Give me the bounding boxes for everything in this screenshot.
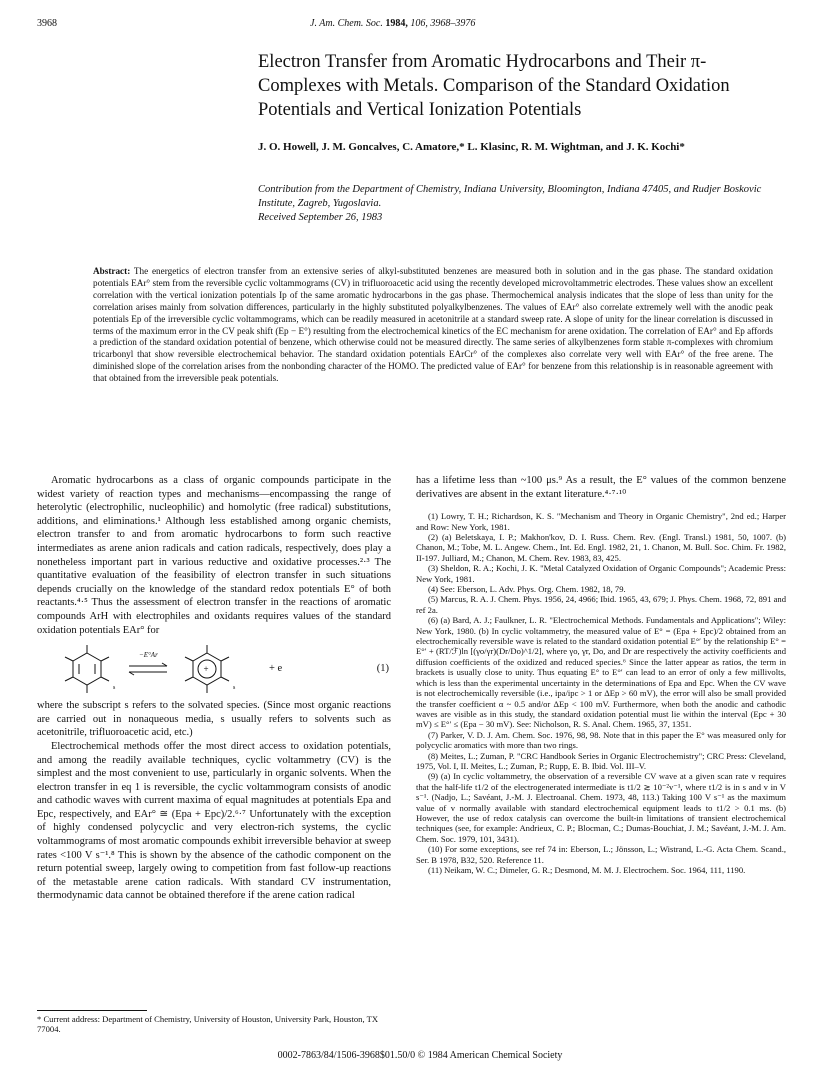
arene-oxidation-scheme [37, 643, 391, 695]
journal-name: J. Am. Chem. Soc. [310, 18, 383, 29]
reference-item: (10) For some exceptions, see ref 74 in: Eberson, L.; Jönsson, L.; Wistrand, L.-G. Acta Chem. Scand., Ser. B 1978, B32, 520. Reference 11. [416, 844, 786, 865]
footnote-divider [37, 1010, 147, 1011]
reference-item: (4) See: Eberson, L. Adv. Phys. Org. Chem. 1982, 18, 79. [428, 584, 626, 595]
abstract-label: Abstract: [93, 266, 131, 276]
page-number: 3968 [37, 18, 57, 29]
body-paragraph-2: where the subscript s refers to the solvated species. (Since most organic reactions are carried out in nonaqueous media, s usually refers to solvents such as acetonitrile, trifluoroacetic acid, etc.) [37, 700, 391, 739]
right-column [416, 474, 786, 875]
equation-arrow-label: −E°Ar [139, 651, 158, 660]
journal-header [310, 18, 475, 29]
abstract-text: The energetics of electron transfer from an extensive series of alkyl-substituted benzenes are measured both in solution and in the gas phase. The standard oxidation potentials EAr° stem from the reversible cyclic voltammograms (CV) in trifluoroacetic acid using the recently developed microvoltammetric electrodes. These values show an excellent correlation with the vertical ionization potentials Ip of the same aromatic hydrocarbons in the gas phase. Thermochemical analysis indicates that the slope of less than unity for the correlation arises mainly from solvation differences, particularly in the highly substituted polyalkylbenzenes. The values of EAr° also correlate extremely well with the anodic peak potentials Ep of the irreversible cyclic voltammograms, which can be readily measured in acetonitrile at a standard sweep rate. A slope of unity for the linear correlation is discussed in terms of the maximum error in the CV peak shift (Ep − E°) resulting from the electrochemical kinetics of the EC mechanism for arene oxidation. The correlation of EAr° and Ep affords a prediction of the standard oxidation potential of benzene, which otherwise could not be measured directly. The same series of alkylbenzenes form stable π-complexes with chromium tricarbonyl that show reversible electrochemical behavior. The standard oxidation potentials EArCr° of the complexes also correlate very well with EAr° of the free arene. The diminished slope of the correlation arises from the nonbonding character of the HOMO. The predicted value of EAr° for benzene from this relationship is in reasonable agreement with that obtained from the irreversible peak potentials. [93, 266, 773, 384]
footnote: * Current address: Department of Chemistry, University of Houston, University Park, Houston, TX 77004. [37, 1014, 379, 1035]
svg-text:s: s [113, 685, 116, 692]
reference-item: (1) Lowry, T. H.; Richardson, K. S. "Mechanism and Theory in Organic Chemistry", 2nd ed.; Harper and Row: New York, 1981. [416, 511, 786, 532]
svg-text:+: + [203, 664, 209, 675]
affiliation: Contribution from the Department of Chemistry, Indiana University, Bloomington, Indiana 47405, and Rudjer Boskovic Institute, Zagreb, Yugoslavia. [258, 184, 762, 209]
reference-item: (11) Neikam, W. C.; Dimeler, G. R.; Desmond, M. M. J. Electrochem. Soc. 1964, 111, 1190. [428, 865, 746, 875]
received-date: Received September 26, 1983 [258, 212, 383, 223]
equation-1 [37, 643, 391, 695]
reference-item: (3) Sheldon, R. A.; Kochi, J. K. "Metal Catalyzed Oxidation of Organic Compounds"; Academic Press: New York, 1981. [416, 563, 786, 584]
article-title: Electron Transfer from Aromatic Hydrocarbons and Their π-Complexes with Metals. Comparison of the Standard Oxidation Potentials and Vertical Ionization Potentials [258, 52, 730, 120]
reference-item: (2) (a) Beletskaya, I. P.; Makhon'kov, D. I. Russ. Chem. Rev. (Engl. Transl.) 1981, 50, 1007. (b) Chanon, M.; Tobe, M. L. Angew. Chem., Int. Ed. Engl. 1982, 21, 1. Chanon, M. Bull. Soc. Chim. Fr. 1982, II-197. Julliard, M.; Chanon, M. Chem. Rev. 1983, 83, 425. [416, 532, 786, 563]
body-paragraph-4: has a lifetime less than ~100 μs.⁹ As a result, the E° values of the common benzene derivatives are absent in the extant literature.⁴·⁷·¹⁰ [416, 475, 786, 500]
references-list [416, 511, 786, 875]
affiliation-block [258, 183, 778, 225]
svg-text:s: s [233, 685, 236, 692]
equation-number: (1) [376, 663, 389, 675]
equation-electron: + e [269, 663, 283, 675]
reference-item: (7) Parker, V. D. J. Am. Chem. Soc. 1976, 98, 98. Note that in this paper the E° was measured only for polycyclic aromatics with more than two rings. [416, 729, 786, 751]
journal-volume-pages: 106, 3968–3976 [410, 18, 476, 29]
journal-year: 1984, [385, 18, 408, 29]
reference-item: (9) (a) In cyclic voltammetry, the observation of a reversible CV wave at a given scan rate v requires that the half-life t1/2 of the electrogenerated intermediate is t1/2 ≳ 10⁻²v⁻¹, where t1/2 is in s and v in V s⁻¹. (Nadjo, L.; Savéant, J.-M. J. Electroanal. Chem. 1973, 48, 113.) Taking 100 V s⁻¹ as the maximum value of v normally available with standard electrochemical equipment leads to t1/2 > 0.1 ms. (b) However, the use of redox catalysis can overcome the built-in limitations of transient electrochemical techniques (see, for example: Andrieux, C. P.; Blocman, C.; Dumas-Bouchiat, J. M.; Savéant, J.-M. J. Am. Chem. Soc. 1979, 101, 3431). [416, 771, 786, 844]
abstract [93, 266, 773, 385]
left-column [37, 474, 391, 903]
reference-item: (8) Meites, L.; Zuman, P. "CRC Handbook Series in Organic Electrochemistry"; CRC Press: Cleveland, 1975, Vol. I, II. Meites, L.; Zuman, P.; Rupp, E. B. Ibid. Vol. III–V. [416, 750, 786, 771]
body-paragraph-1: Aromatic hydrocarbons as a class of organic compounds participate in the widest variety of reaction types and mechanisms—encompassing the range of heterolytic (electrophilic, nucleophilic) and homolytic (free radical) substitutions, additions, and eliminations.¹ Although less established among organic chemists, electron transfer to and from aromatic hydrocarbons to form such reactive intermediates as arene anion radicals and cation radicals, respectively, does play a nonetheless important part in various reductive and oxidative processes.²·³ The quantitative evaluation of the feasibility of electron transfer in such situations depends crucially on the knowledge of the standard redox potentials E° of both reactants.⁴·⁵ Thus the assessment of electron transfer in the reactions of aromatic compounds ArH with electrophiles and oxidants requires values of the standard oxidation potentials EAr° for [37, 475, 391, 636]
reference-item: (5) Marcus, R. A. J. Chem. Phys. 1956, 24, 4966; Ibid. 1965, 43, 679; J. Phys. Chem. 1968, 72, 891 and ref 2a. [416, 594, 786, 615]
reference-item: (6) (a) Bard, A. J.; Faulkner, L. R. "Electrochemical Methods. Fundamentals and Applications"; Wiley: New York, 1980. (b) In cyclic voltammetry, the measured value of E° = (Epa + Epc)/2 obtained from an electrochemically reversible wave is related to the standard oxidation potential E°′ by the relationship E° = E°′ + (RT/ℱ)ln [(γo/γr)(Dr/Do)^1/2], where γo, γr, Do, and Dr are respectively the activity coefficients and diffusion coefficients of the oxidized and reduced species.⁶ Since the latter appear as ratios, the term in brackets is usually close to unity. Thus equating E° to E°′ can lead to an error of only a few millivolts, which is less than the experimental uncertainty in the determinations of Epa and Epc. When the CV wave is not electrochemically reversible (i.e., ipa/ipc > 1 or ΔEp > 60 mV), the error will also be small provided the transfer coefficient α ~ 0.5 and/or ΔEp < 100 mV. Furthermore, when both the anodic and cathodic waves are visible as in this study, the standard oxidation potential must lie within the interval (Epc + 30 mV) ≤ E°′ ≤ (Epa − 30 mV). See: Nicholson, R. S. Anal. Chem. 1965, 37, 1351. [416, 615, 786, 730]
author-list: J. O. Howell, J. M. Goncalves, C. Amatore,* L. Klasinc, R. M. Wightman, and J. K. Kochi* [258, 141, 685, 153]
body-paragraph-3: Electrochemical methods offer the most direct access to oxidation potentials, and among the readily available techniques, cyclic voltammetry (CV) is the simplest and the most convenient to use, particularly in organic solvents. When the electron transfer in eq 1 is reversible, the cyclic voltammogram consists of anodic and cathodic waves with current maxima of equal magnitudes at potentials Epa and Epc, respectively, and EAr° ≅ (Epa + Epc)/2.⁶·⁷ Unfortunately with the exception of highly condensed polycyclic and very electron-rich systems, the cyclic voltammograms of most aromatic compounds exhibit irreversible behavior at sweep rates <100 V s⁻¹.⁸ This is shown by the absence of the cathodic component on the return potential sweep, largely owing to competition from fast follow-up reactions of the metastable arene cation radicals. With standard CV instrumentation, thermodynamic data cannot be obtained therefore if the arene cation radical [37, 740, 391, 902]
page-footer: 0002-7863/84/1506-3968$01.50/0 © 1984 American Chemical Society [277, 1050, 563, 1061]
